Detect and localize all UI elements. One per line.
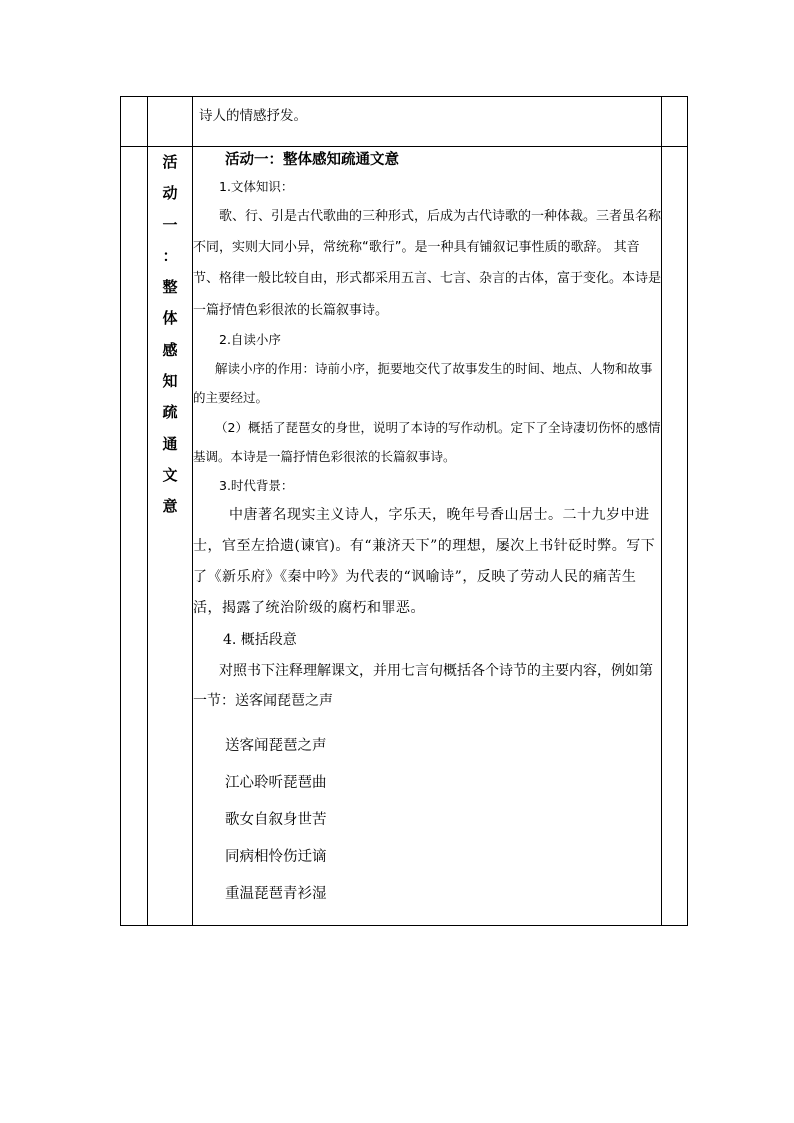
genre-knowledge-text: 歌、行、引是古代歌曲的三种形式，后成为古代诗歌的一种体裁。三者虽名称不同，实则大同小异，常统称“歌行”。是一种具有铺叙记事性质的歌辞。 其音节、格律一般比较自由，形式都采用五言、七言、杂言的古体，富于变化。本诗是一篇抒情色彩很浓的长篇叙事诗。 — [193, 209, 662, 318]
empty-cell — [121, 147, 148, 926]
list-item: 同病相怜伤迁谪 — [225, 848, 327, 865]
empty-cell — [121, 97, 148, 147]
summary-list — [193, 728, 661, 913]
preface-paragraph: （2）概括了琵琶女的身世，说明了本诗的写作动机。定下了全诗凄切伤怀的感情基调。本诗是一篇抒情色彩很浓的长篇叙事诗。 — [193, 419, 661, 465]
table-row — [121, 97, 688, 147]
empty-cell — [662, 97, 688, 147]
activity-label-char: 一 — [162, 215, 178, 234]
activity-label-char: 意 — [162, 497, 178, 516]
preface-paragraph: 解读小序的作用：诗前小序，扼要地交代了故事发生的时间、地点、人物和故事的主要经过。 — [193, 360, 653, 406]
activity-label-char: 疏 — [162, 403, 178, 422]
list-item: 送客闻琵琶之声 — [225, 737, 327, 754]
table-row — [121, 147, 688, 926]
list-item: 歌女自叙身世苦 — [225, 811, 327, 828]
empty-cell — [148, 97, 193, 147]
activity-label-char: 活 — [162, 153, 178, 171]
activity-label-cell — [148, 147, 193, 926]
activity-title: 活动一：整体感知疏通文意 — [225, 151, 399, 168]
activity-content-cell — [193, 147, 662, 926]
empty-cell — [662, 147, 688, 926]
list-item: 重温琵琶青衫湿 — [225, 885, 327, 902]
lesson-plan-table — [120, 96, 688, 926]
content-cell — [193, 97, 662, 147]
summary-instruction: 对照书下注释理解课文，并用七言句概括各个诗节的主要内容，例如第一节：送客闻琵琶之声 — [193, 662, 653, 709]
activity-label-char: 知 — [162, 372, 178, 391]
activity-label-char: 通 — [162, 434, 178, 453]
activity-label-char: 整 — [162, 278, 178, 297]
activity-label-char: 体 — [162, 309, 178, 328]
section-heading: 1.文体知识： — [219, 179, 294, 194]
activity-label-char: 感 — [162, 340, 178, 359]
row1-text: 诗人的情感抒发。 — [199, 108, 307, 124]
activity-label-char: ： — [162, 246, 178, 265]
list-item: 江心聆听琵琶曲 — [225, 774, 327, 791]
background-text: 中唐著名现实主义诗人，字乐天，晚年号香山居士。二十九岁中进士，官至左拾遗(谏官)。有“兼济天下”的理想，屡次上书针砭时弊。写下了《新乐府》《秦中吟》为代表的“讽喻诗”，反映了劳动人民的痛苦生活，揭露了统治阶级的腐朽和罪恶。 — [193, 506, 656, 616]
section-heading: 4. 概括段意 — [223, 631, 297, 648]
activity-label-char: 动 — [162, 184, 178, 203]
section-heading: 3.时代背景： — [219, 477, 294, 493]
section-heading: 2.自读小序 — [219, 331, 281, 347]
activity-label-char: 文 — [162, 465, 178, 484]
